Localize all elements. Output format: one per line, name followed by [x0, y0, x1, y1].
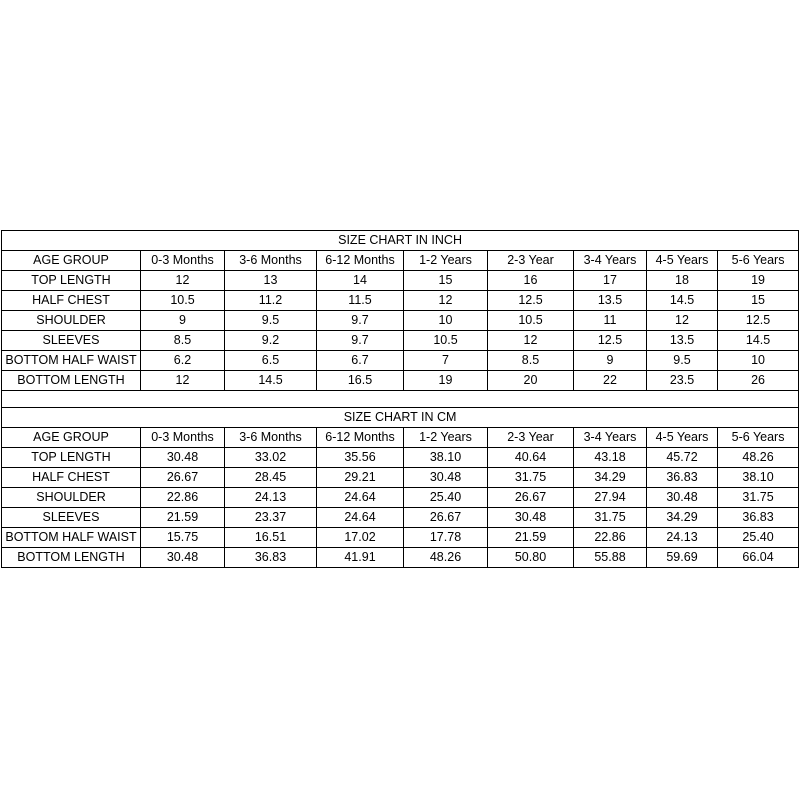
table-cell: 14.5 [718, 331, 799, 351]
table-cell: 14 [317, 271, 404, 291]
row-label-cell: BOTTOM HALF WAIST [2, 528, 141, 548]
inch-chart-title: SIZE CHART IN INCH [2, 231, 799, 251]
table-cell: 9.7 [317, 311, 404, 331]
table-cell: 20 [488, 371, 574, 391]
table-cell: 26.67 [488, 488, 574, 508]
table-cell: 26.67 [404, 508, 488, 528]
table-row [2, 508, 799, 528]
table-cell: 6.7 [317, 351, 404, 371]
table-cell: 25.40 [718, 528, 799, 548]
table-cell: 31.75 [574, 508, 647, 528]
row-label-cell: BOTTOM LENGTH [2, 548, 141, 568]
table-cell: 12.5 [574, 331, 647, 351]
table-cell: 12.5 [718, 311, 799, 331]
table-cell: 3-6 Months [225, 251, 317, 271]
table-cell: 8.5 [141, 331, 225, 351]
table-cell: 12 [488, 331, 574, 351]
table-cell: 30.48 [141, 448, 225, 468]
table-cell: 41.91 [317, 548, 404, 568]
table-cell: 30.48 [404, 468, 488, 488]
table-cell: 9 [574, 351, 647, 371]
table-cell: 13.5 [574, 291, 647, 311]
table-cell: 36.83 [225, 548, 317, 568]
row-label-cell: AGE GROUP [2, 251, 141, 271]
table-cell: 11.2 [225, 291, 317, 311]
table-row [2, 371, 799, 391]
table-cell: 11.5 [317, 291, 404, 311]
table-cell: 9.5 [225, 311, 317, 331]
table-cell: 33.02 [225, 448, 317, 468]
table-cell: 17.78 [404, 528, 488, 548]
table-cell: 10 [404, 311, 488, 331]
table-cell: 10 [718, 351, 799, 371]
table-cell: 9 [141, 311, 225, 331]
cm-chart-title-row [2, 408, 799, 428]
table-cell: 5-6 Years [718, 428, 799, 448]
table-row [2, 351, 799, 371]
table-cell: 24.64 [317, 488, 404, 508]
table-cell: 22 [574, 371, 647, 391]
table-cell: 12 [141, 371, 225, 391]
table-cell: 12 [647, 311, 718, 331]
table-cell: 6.2 [141, 351, 225, 371]
table-cell: 24.13 [225, 488, 317, 508]
cm-chart-header-row [2, 428, 799, 448]
table-cell: 34.29 [647, 508, 718, 528]
table-row [2, 291, 799, 311]
table-cell: 15.75 [141, 528, 225, 548]
row-label-cell: TOP LENGTH [2, 271, 141, 291]
table-cell: 3-6 Months [225, 428, 317, 448]
table-cell: 22.86 [141, 488, 225, 508]
table-cell: 12 [404, 291, 488, 311]
table-cell: 31.75 [488, 468, 574, 488]
row-label-cell: SLEEVES [2, 508, 141, 528]
table-cell: 36.83 [718, 508, 799, 528]
row-label-cell: SLEEVES [2, 331, 141, 351]
row-label-cell: HALF CHEST [2, 291, 141, 311]
table-cell: 3-4 Years [574, 251, 647, 271]
table-cell: 7 [404, 351, 488, 371]
table-cell: 25.40 [404, 488, 488, 508]
table-cell: 23.37 [225, 508, 317, 528]
table-cell: 11 [574, 311, 647, 331]
table-cell: 30.48 [647, 488, 718, 508]
table-row [2, 331, 799, 351]
table-cell: 8.5 [488, 351, 574, 371]
spacer-cell [2, 391, 799, 408]
table-row [2, 548, 799, 568]
table-row [2, 468, 799, 488]
row-label-cell: BOTTOM HALF WAIST [2, 351, 141, 371]
table-cell: 4-5 Years [647, 428, 718, 448]
table-cell: 10.5 [141, 291, 225, 311]
table-row [2, 271, 799, 291]
table-cell: 6.5 [225, 351, 317, 371]
table-cell: 14.5 [225, 371, 317, 391]
size-chart-table [1, 230, 799, 568]
table-row [2, 448, 799, 468]
row-label-cell: TOP LENGTH [2, 448, 141, 468]
table-cell: 21.59 [488, 528, 574, 548]
table-cell: 48.26 [718, 448, 799, 468]
table-cell: 66.04 [718, 548, 799, 568]
row-label-cell: HALF CHEST [2, 468, 141, 488]
table-cell: 16.51 [225, 528, 317, 548]
table-cell: 19 [404, 371, 488, 391]
table-cell: 43.18 [574, 448, 647, 468]
table-cell: 30.48 [141, 548, 225, 568]
table-cell: 19 [718, 271, 799, 291]
table-cell: 55.88 [574, 548, 647, 568]
table-cell: 38.10 [404, 448, 488, 468]
size-chart-body [2, 231, 799, 568]
table-cell: 9.7 [317, 331, 404, 351]
table-cell: 4-5 Years [647, 251, 718, 271]
section-spacer [2, 391, 799, 408]
row-label-cell: SHOULDER [2, 311, 141, 331]
table-cell: 59.69 [647, 548, 718, 568]
row-label-cell: BOTTOM LENGTH [2, 371, 141, 391]
table-cell: 3-4 Years [574, 428, 647, 448]
table-cell: 21.59 [141, 508, 225, 528]
table-cell: 48.26 [404, 548, 488, 568]
table-cell: 9.5 [647, 351, 718, 371]
table-cell: 35.56 [317, 448, 404, 468]
table-cell: 5-6 Years [718, 251, 799, 271]
table-cell: 24.13 [647, 528, 718, 548]
table-cell: 40.64 [488, 448, 574, 468]
row-label-cell: SHOULDER [2, 488, 141, 508]
table-cell: 10.5 [488, 311, 574, 331]
table-cell: 31.75 [718, 488, 799, 508]
table-cell: 38.10 [718, 468, 799, 488]
table-cell: 23.5 [647, 371, 718, 391]
row-label-cell: AGE GROUP [2, 428, 141, 448]
table-cell: 16.5 [317, 371, 404, 391]
table-cell: 30.48 [488, 508, 574, 528]
table-cell: 9.2 [225, 331, 317, 351]
table-cell: 18 [647, 271, 718, 291]
table-cell: 15 [404, 271, 488, 291]
table-cell: 13 [225, 271, 317, 291]
cm-chart-title: SIZE CHART IN CM [2, 408, 799, 428]
table-cell: 0-3 Months [141, 251, 225, 271]
table-row [2, 528, 799, 548]
table-cell: 34.29 [574, 468, 647, 488]
table-cell: 2-3 Year [488, 428, 574, 448]
table-cell: 6-12 Months [317, 251, 404, 271]
table-cell: 28.45 [225, 468, 317, 488]
table-cell: 1-2 Years [404, 428, 488, 448]
table-cell: 17 [574, 271, 647, 291]
table-cell: 2-3 Year [488, 251, 574, 271]
table-cell: 24.64 [317, 508, 404, 528]
table-cell: 10.5 [404, 331, 488, 351]
table-cell: 22.86 [574, 528, 647, 548]
table-cell: 1-2 Years [404, 251, 488, 271]
table-row [2, 488, 799, 508]
table-row [2, 311, 799, 331]
table-cell: 6-12 Months [317, 428, 404, 448]
table-cell: 14.5 [647, 291, 718, 311]
table-cell: 45.72 [647, 448, 718, 468]
table-cell: 26.67 [141, 468, 225, 488]
table-cell: 17.02 [317, 528, 404, 548]
table-cell: 0-3 Months [141, 428, 225, 448]
table-cell: 16 [488, 271, 574, 291]
table-cell: 12.5 [488, 291, 574, 311]
table-cell: 15 [718, 291, 799, 311]
table-cell: 29.21 [317, 468, 404, 488]
table-cell: 26 [718, 371, 799, 391]
table-cell: 27.94 [574, 488, 647, 508]
table-cell: 12 [141, 271, 225, 291]
table-cell: 50.80 [488, 548, 574, 568]
table-cell: 36.83 [647, 468, 718, 488]
inch-chart-header-row [2, 251, 799, 271]
table-cell: 13.5 [647, 331, 718, 351]
inch-chart-title-row [2, 231, 799, 251]
size-chart [1, 230, 798, 568]
